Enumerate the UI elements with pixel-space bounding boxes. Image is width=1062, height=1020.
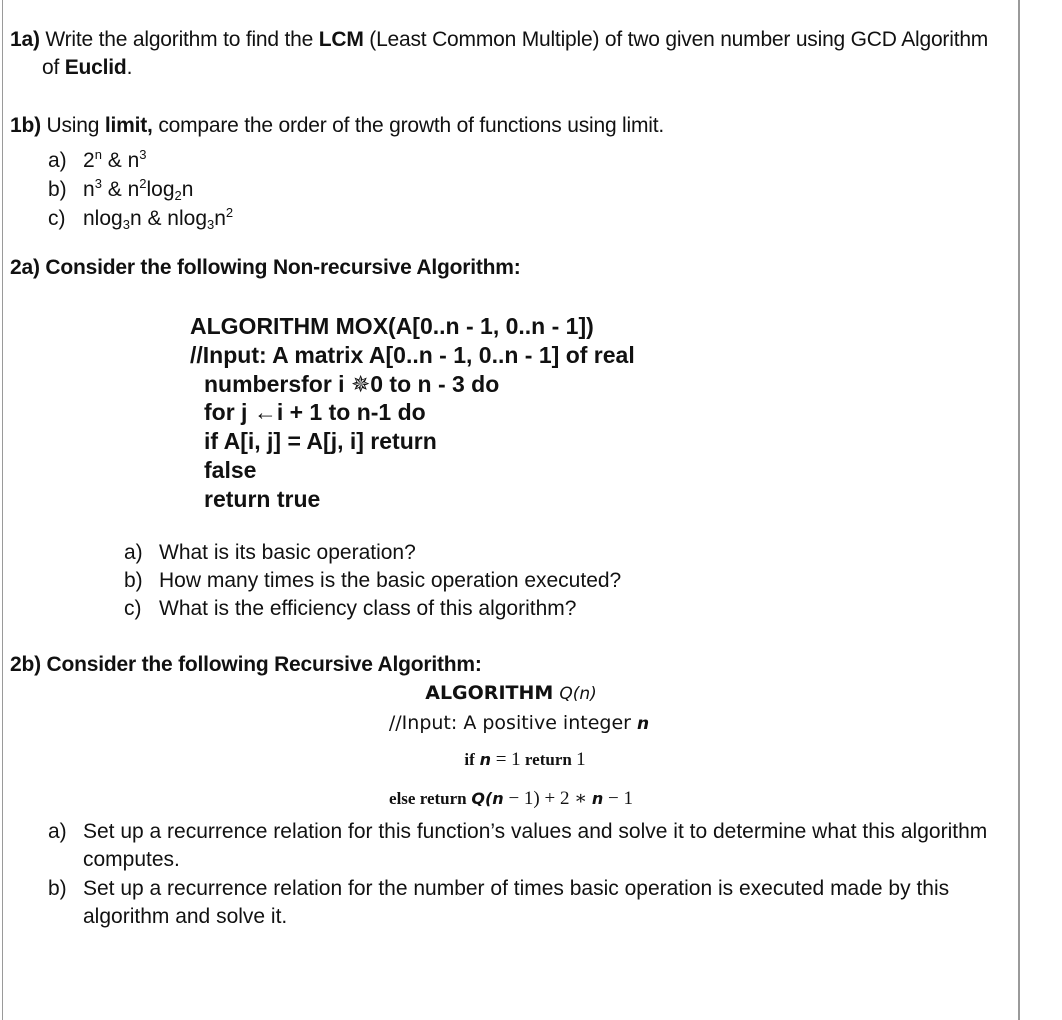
item-text: n xyxy=(83,178,95,201)
algorithm-line-7: return true xyxy=(204,486,321,512)
question-1a xyxy=(10,26,1010,82)
page-left-border xyxy=(2,0,3,1020)
if-num: 1 xyxy=(511,749,521,770)
item-label: a) xyxy=(48,820,67,843)
algorithm-line-6: false xyxy=(204,457,257,483)
item-text: n & nlog xyxy=(129,207,207,230)
if-return: return xyxy=(520,750,577,769)
recursive-algo-input xyxy=(0,712,1030,734)
else-call: Q(n xyxy=(471,789,504,808)
question-1a-line2: of xyxy=(42,56,65,79)
if-keyword: if xyxy=(464,750,475,769)
input-comment: //Input: A positive integer xyxy=(388,712,631,734)
item-superscript: n xyxy=(94,147,102,162)
item-superscript: 2 xyxy=(139,176,147,191)
item-text: n xyxy=(181,178,194,201)
item-text: Set up a recurrence relation for the number of times basic operation is executed made by this xyxy=(83,877,950,900)
question-1b-text: Using xyxy=(40,114,105,137)
item-subscript: 3 xyxy=(207,217,215,232)
algorithm-line-1: ALGORITHM MOX(A[0..n - 1, 0..n - 1]) xyxy=(190,313,594,339)
input-var: n xyxy=(637,714,650,734)
question-1b-item-c xyxy=(48,199,233,239)
question-1b xyxy=(10,112,664,140)
algorithm-line-4: for j ←i + 1 to n-1 do xyxy=(204,399,426,425)
question-1a-text-cont: (Least Common Multiple) of two given number using GCD Algorithm xyxy=(363,28,989,51)
item-text: & n xyxy=(101,149,140,172)
item-text: 2 xyxy=(83,149,95,172)
if-var: n xyxy=(479,750,491,769)
item-subscript: 2 xyxy=(174,188,182,203)
item-text: nlog xyxy=(83,207,123,230)
item-label: c) xyxy=(124,597,142,620)
item-label: b) xyxy=(124,569,143,592)
item-superscript: 3 xyxy=(139,147,147,162)
question-1b-label: 1b) xyxy=(10,114,41,137)
item-superscript: 2 xyxy=(225,205,234,220)
item-text: Set up a recurrence relation for this function’s values and solve it to determine what this algorithm xyxy=(83,820,988,843)
recursive-algo-else xyxy=(0,787,1022,810)
question-1a-period: . xyxy=(126,56,133,79)
algorithm-line-3: numbersfor i ✵0 to n - 3 do xyxy=(204,371,500,397)
algo-keyword: ALGORITHM xyxy=(425,682,554,704)
question-1a-bold-lcm: LCM xyxy=(318,28,364,51)
else-keyword: else return xyxy=(389,789,467,808)
item-text: How many times is the basic operation executed? xyxy=(159,569,622,592)
question-2a-item-b xyxy=(124,567,621,595)
item-text: n xyxy=(214,207,226,230)
question-1a-label: 1a) xyxy=(10,28,40,51)
if-eq: = xyxy=(490,749,512,770)
question-1a-bold-euclid: Euclid xyxy=(64,56,127,79)
item-text: What is its basic operation? xyxy=(159,541,416,564)
recursive-algo-title xyxy=(0,682,1022,704)
else-rest: − 1) + 2 ∗ xyxy=(503,788,592,809)
question-2a-heading: 2a) Consider the following Non-recursive Algorithm: xyxy=(10,256,521,279)
else-tail: − 1 xyxy=(603,788,633,809)
algorithm-line-5: if A[i, j] = A[j, i] return xyxy=(204,428,437,454)
item-text: What is the efficiency class of this algorithm? xyxy=(159,597,577,620)
item-label: b) xyxy=(48,877,67,900)
question-2a-item-c xyxy=(124,595,576,623)
item-label: c) xyxy=(48,207,66,230)
if-val: 1 xyxy=(576,749,586,770)
item-text: & n xyxy=(101,178,140,201)
question-2b-heading: 2b) Consider the following Recursive Algorithm: xyxy=(10,653,482,676)
question-2b-item-b-cont: algorithm and solve it. xyxy=(83,905,288,928)
page-right-border xyxy=(1018,0,1020,1020)
item-superscript: 3 xyxy=(94,176,102,191)
question-2a-item-a xyxy=(124,539,416,567)
algo-name: Q(n) xyxy=(559,684,597,704)
item-label: b) xyxy=(48,178,67,201)
algorithm-line-2: //Input: A matrix A[0..n - 1, 0..n - 1] of real xyxy=(190,342,635,368)
question-1b-text-cont: compare the order of the growth of functions using limit. xyxy=(152,114,665,137)
recursive-algo-if xyxy=(0,749,1036,771)
question-2b-item-a-cont: computes. xyxy=(83,848,180,871)
question-1a-text: Write the algorithm to find the xyxy=(39,28,319,51)
item-subscript: 3 xyxy=(122,217,130,232)
question-2b-item-b xyxy=(48,875,949,903)
item-text: log xyxy=(146,178,175,201)
item-label: a) xyxy=(48,149,67,172)
question-1b-bold-limit: limit, xyxy=(104,114,153,137)
item-label: a) xyxy=(124,541,143,564)
else-var: n xyxy=(591,789,604,808)
question-2b-item-a xyxy=(48,818,987,846)
